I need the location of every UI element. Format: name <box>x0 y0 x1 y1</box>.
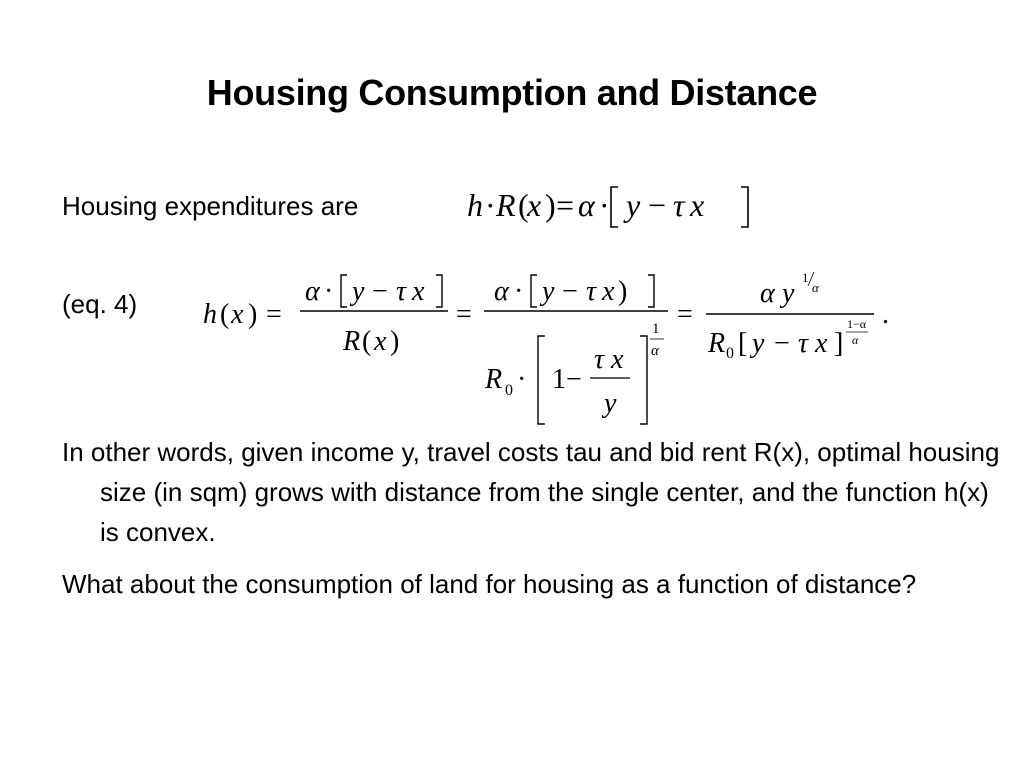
svg-text:h: h <box>203 299 217 330</box>
svg-text:): ) <box>390 326 400 357</box>
svg-text:·: · <box>324 276 334 307</box>
slide-title: Housing Consumption and Distance <box>206 72 818 113</box>
svg-text:y: y <box>352 276 365 307</box>
svg-text:R: R <box>496 187 516 223</box>
svg-text:x: x <box>690 187 705 223</box>
svg-text:τ: τ <box>798 328 809 359</box>
svg-text:y: y <box>752 328 765 359</box>
svg-text:.: . <box>882 299 889 330</box>
svg-text:α: α <box>852 333 859 347</box>
svg-text:α: α <box>305 276 320 307</box>
svg-text:=: = <box>677 299 693 330</box>
svg-text:): ) <box>618 276 628 307</box>
formula-eq4 <box>203 270 889 424</box>
svg-text:α: α <box>760 278 775 309</box>
svg-text:[: [ <box>738 328 748 359</box>
svg-text:=: = <box>456 299 472 330</box>
svg-text:α: α <box>812 280 819 295</box>
svg-text:(: ( <box>518 187 529 223</box>
svg-text:(: ( <box>220 299 230 330</box>
svg-text:x: x <box>602 276 615 307</box>
svg-text:x: x <box>412 276 425 307</box>
svg-text:=: = <box>556 187 575 223</box>
svg-text:·: · <box>599 187 610 223</box>
svg-text:R: R <box>485 364 503 395</box>
svg-text:R: R <box>343 326 361 357</box>
svg-text:): ) <box>545 187 556 223</box>
svg-text:·: · <box>517 364 527 395</box>
svg-text:τ: τ <box>673 187 685 223</box>
svg-text:α: α <box>578 187 595 223</box>
svg-text:h: h <box>467 187 483 223</box>
svg-text:α: α <box>651 343 659 359</box>
svg-text:α: α <box>494 276 509 307</box>
svg-text:0: 0 <box>726 345 734 362</box>
svg-text:]: ] <box>834 328 844 359</box>
svg-text:=: = <box>266 299 282 330</box>
svg-text:y: y <box>604 388 617 419</box>
svg-text:(: ( <box>362 326 372 357</box>
svg-text:y: y <box>626 187 641 223</box>
svg-text:−: − <box>372 276 388 307</box>
svg-text:x: x <box>231 299 244 330</box>
paragraph-convexity: In other words, given income y, travel costs tau and bid rent R(x), optimal housing size (in sqm) grows with distance from the single center, and the function h(x) is convex. <box>62 437 1000 547</box>
svg-text:x: x <box>527 187 542 223</box>
svg-text:·: · <box>514 276 524 307</box>
svg-text:1: 1 <box>802 270 809 285</box>
svg-text:y: y <box>542 276 555 307</box>
equation-label: (eq. 4) <box>62 289 138 319</box>
svg-text:−: − <box>774 328 790 359</box>
expenditures-label: Housing expenditures are <box>62 191 359 221</box>
svg-text:τ: τ <box>586 276 597 307</box>
paragraph-land-question: What about the consumption of land for housing as a function of distance? <box>62 569 917 599</box>
svg-text:y: y <box>782 278 795 309</box>
formula-expenditures <box>467 187 748 227</box>
svg-text:x: x <box>611 344 624 375</box>
svg-text:τ: τ <box>396 276 407 307</box>
svg-text:1: 1 <box>652 321 660 337</box>
svg-text:1−α: 1−α <box>847 317 867 331</box>
svg-text:τ: τ <box>594 344 605 375</box>
svg-text:−: − <box>648 187 667 223</box>
svg-text:): ) <box>248 299 258 330</box>
svg-text:0: 0 <box>505 382 513 399</box>
svg-text:−: − <box>562 276 578 307</box>
svg-text:−: − <box>566 364 582 395</box>
svg-text:·: · <box>485 187 496 223</box>
svg-text:x: x <box>815 328 828 359</box>
svg-text:R: R <box>708 328 726 359</box>
svg-text:1: 1 <box>552 364 566 395</box>
svg-text:x: x <box>374 326 387 357</box>
